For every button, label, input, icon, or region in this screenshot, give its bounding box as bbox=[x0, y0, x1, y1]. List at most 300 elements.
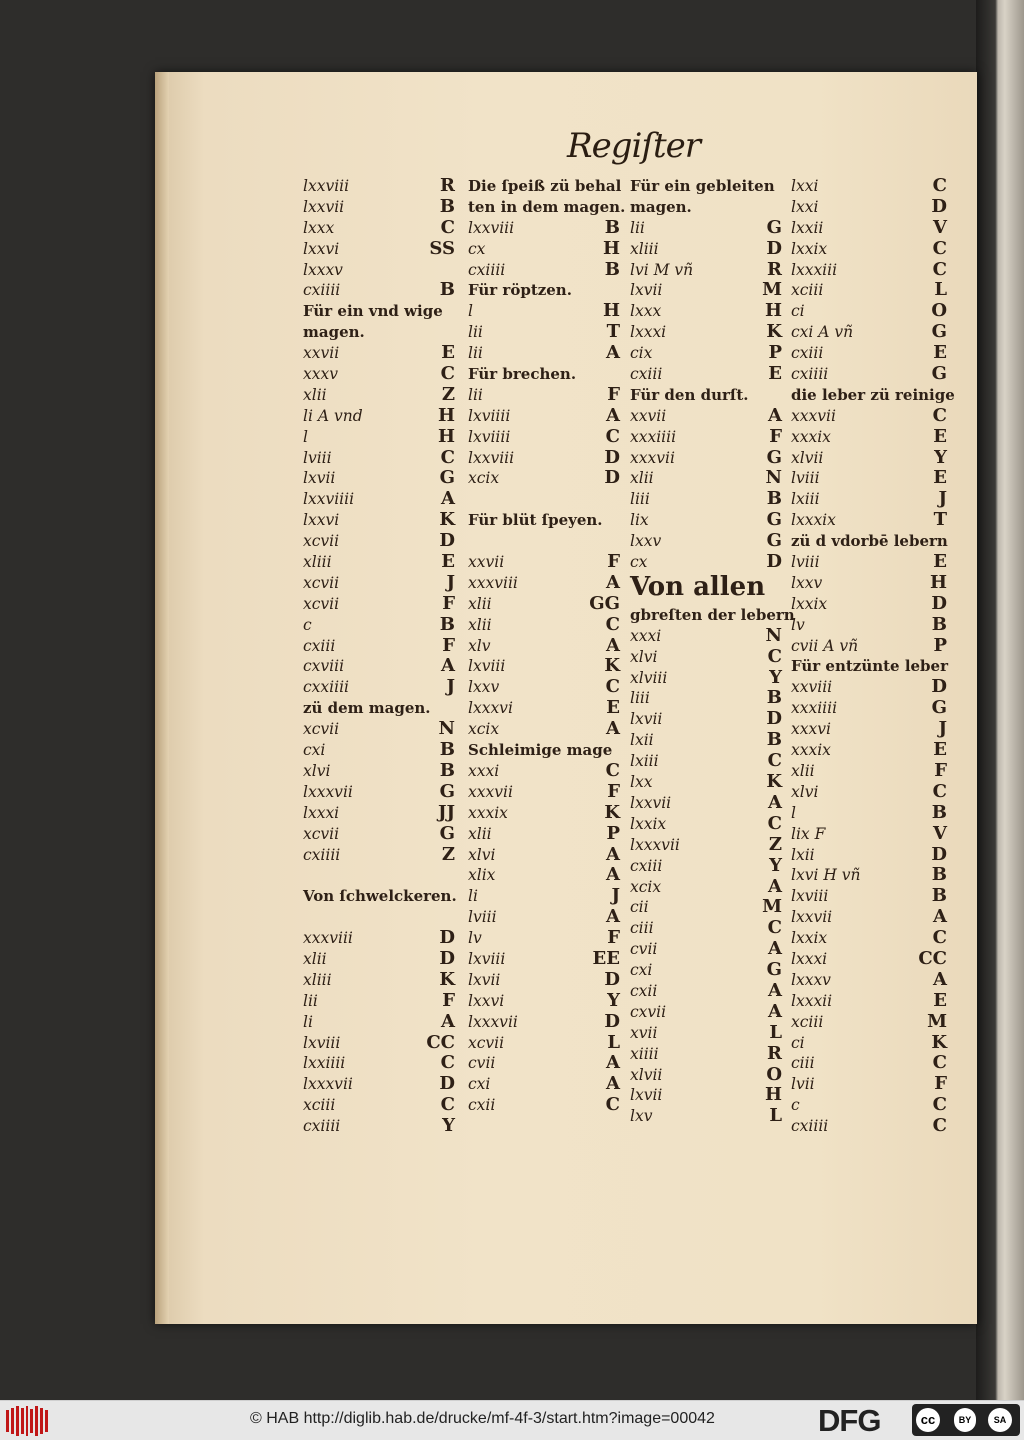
register-entry bbox=[468, 280, 620, 301]
entry-marker: T bbox=[606, 321, 620, 343]
entry-marker: C bbox=[932, 175, 947, 196]
entry-marker: B bbox=[439, 195, 455, 217]
register-entry bbox=[791, 928, 947, 949]
register-entry bbox=[468, 970, 620, 991]
entry-folio: lxxxi bbox=[630, 323, 667, 342]
entry-marker: G bbox=[931, 363, 947, 385]
register-entry bbox=[468, 1095, 620, 1116]
entry-folio: xxxviii bbox=[303, 929, 353, 948]
entry-marker: D bbox=[604, 467, 620, 489]
entry-folio: xvii bbox=[630, 1023, 658, 1042]
entry-marker: C bbox=[605, 676, 620, 698]
entry-folio: lii bbox=[468, 344, 483, 363]
entry-folio: xciii bbox=[303, 1096, 336, 1115]
register-entry bbox=[468, 322, 620, 343]
dfg-logo[interactable]: DFG bbox=[818, 1403, 881, 1438]
register-entry bbox=[630, 364, 782, 385]
page-heading: Regiſter bbox=[567, 126, 700, 166]
entry-folio: lxvii bbox=[630, 1086, 663, 1105]
register-column-1 bbox=[303, 176, 455, 1137]
register-entry bbox=[630, 730, 782, 751]
entry-folio: xlix bbox=[468, 866, 496, 885]
sa-icon: SA bbox=[988, 1408, 1012, 1432]
entry-folio: xciii bbox=[791, 1012, 824, 1031]
entry-folio: Für den durſt. bbox=[630, 385, 749, 404]
entry-folio: xliii bbox=[630, 239, 659, 258]
register-entry bbox=[468, 406, 620, 427]
entry-folio: Schleimige mage bbox=[468, 741, 613, 760]
entry-marker: M bbox=[762, 896, 782, 918]
entry-folio: cxiii bbox=[630, 856, 663, 875]
register-entry bbox=[630, 668, 782, 689]
register-entry bbox=[303, 1033, 455, 1054]
entry-marker: CC bbox=[918, 947, 947, 969]
entry-folio: xlii bbox=[468, 594, 492, 613]
register-entry bbox=[630, 981, 782, 1002]
entry-marker: E bbox=[933, 989, 947, 1011]
register-entry bbox=[791, 552, 947, 573]
register-entry bbox=[468, 594, 620, 615]
entry-folio: lxxviiii bbox=[303, 490, 355, 509]
entry-folio: xliii bbox=[303, 970, 332, 989]
entry-marker: B bbox=[766, 729, 782, 751]
register-entry bbox=[791, 594, 947, 615]
register-column-3 bbox=[630, 176, 795, 1127]
register-entry bbox=[630, 626, 782, 647]
register-entry bbox=[791, 1053, 947, 1074]
register-entry bbox=[303, 218, 455, 239]
register-entry bbox=[303, 364, 455, 385]
register-entry bbox=[303, 845, 455, 866]
entry-folio: cx bbox=[468, 239, 486, 258]
entry-folio: lxvii bbox=[468, 970, 501, 989]
entry-folio: xlii bbox=[630, 469, 654, 488]
entry-marker: J bbox=[611, 885, 620, 907]
register-entry bbox=[303, 1053, 455, 1074]
register-entry bbox=[303, 1012, 455, 1033]
entry-marker: EE bbox=[592, 947, 620, 969]
register-entry bbox=[468, 552, 620, 573]
entry-marker: O bbox=[766, 1063, 782, 1085]
entry-marker: G bbox=[931, 697, 947, 719]
entry-folio: lxv bbox=[630, 1107, 653, 1126]
entry-folio: c bbox=[303, 615, 312, 634]
entry-folio: lxxviii bbox=[468, 448, 515, 467]
entry-marker: R bbox=[767, 258, 782, 280]
entry-marker: F bbox=[442, 989, 455, 1011]
entry-marker: A bbox=[768, 938, 782, 960]
entry-folio: lxiii bbox=[630, 752, 659, 771]
register-entry bbox=[468, 510, 620, 531]
entry-marker: H bbox=[602, 237, 620, 259]
entry-marker: C bbox=[605, 759, 620, 781]
register-entry bbox=[303, 970, 455, 991]
entry-marker: R bbox=[767, 1042, 782, 1064]
entry-marker: F bbox=[607, 780, 620, 802]
entry-folio: xcix bbox=[630, 877, 662, 896]
adjacent-page-edge bbox=[976, 0, 1024, 1400]
hab-logo-icon[interactable] bbox=[6, 1406, 48, 1436]
register-entry bbox=[791, 280, 947, 301]
entry-folio: xxxix bbox=[791, 741, 831, 760]
register-entry bbox=[468, 531, 620, 552]
register-entry bbox=[791, 907, 947, 928]
entry-folio: cxiiii bbox=[791, 1117, 829, 1136]
entry-folio: lxxxi bbox=[303, 803, 340, 822]
register-entry bbox=[791, 239, 947, 260]
entry-folio: lxviiii bbox=[468, 406, 511, 425]
entry-marker: G bbox=[766, 530, 782, 552]
entry-folio: lxviiii bbox=[468, 427, 511, 446]
entry-folio: lix F bbox=[791, 824, 826, 843]
register-entry bbox=[303, 552, 455, 573]
entry-marker: C bbox=[440, 1094, 455, 1116]
entry-folio: xiiii bbox=[630, 1044, 659, 1063]
entry-marker: C bbox=[767, 645, 782, 667]
entry-folio: xxxvi bbox=[791, 720, 831, 739]
entry-marker: G bbox=[439, 467, 455, 489]
entry-marker: E bbox=[768, 363, 782, 385]
entry-folio: lii bbox=[303, 991, 318, 1010]
entry-folio: xlvii bbox=[630, 1065, 663, 1084]
entry-marker: F bbox=[607, 927, 620, 949]
register-entry bbox=[468, 824, 620, 845]
entry-folio: cxiii bbox=[791, 344, 824, 363]
entry-folio: lv bbox=[791, 615, 805, 634]
entry-marker: H bbox=[437, 404, 455, 426]
entry-folio: xxxv bbox=[303, 365, 338, 384]
entry-marker: Y bbox=[442, 1115, 455, 1137]
register-entry bbox=[630, 301, 782, 322]
entry-folio: cxi A vñ bbox=[791, 323, 854, 342]
entry-folio: lxvii bbox=[630, 281, 663, 300]
entry-marker: B bbox=[766, 488, 782, 510]
entry-marker: P bbox=[606, 822, 620, 844]
entry-marker: B bbox=[439, 759, 455, 781]
entry-folio: xxvii bbox=[630, 406, 667, 425]
register-entry bbox=[303, 385, 455, 406]
entry-marker: H bbox=[437, 425, 455, 447]
entry-marker: A bbox=[441, 1010, 455, 1032]
register-entry bbox=[791, 1095, 947, 1116]
entry-folio: lxxxix bbox=[791, 511, 836, 530]
register-entry bbox=[791, 970, 947, 991]
entry-folio: lxxvii bbox=[303, 197, 345, 216]
entry-marker: K bbox=[604, 655, 620, 677]
entry-marker: D bbox=[439, 927, 455, 949]
entry-folio: cxii bbox=[468, 1096, 496, 1115]
register-entry bbox=[468, 385, 620, 406]
entry-marker: G bbox=[439, 822, 455, 844]
entry-folio: cxiiii bbox=[468, 260, 506, 279]
entry-marker: F bbox=[769, 425, 782, 447]
register-entry bbox=[468, 489, 620, 510]
register-entry bbox=[468, 301, 620, 322]
entry-marker: Z bbox=[441, 383, 455, 405]
entry-marker: M bbox=[927, 1010, 947, 1032]
register-entry bbox=[468, 949, 620, 970]
register-entry bbox=[791, 385, 955, 406]
register-entry bbox=[630, 1085, 782, 1106]
entry-folio: cii bbox=[630, 898, 649, 917]
entry-marker: D bbox=[604, 1010, 620, 1032]
entry-marker: G bbox=[766, 509, 782, 531]
register-entry bbox=[630, 239, 782, 260]
entry-marker: D bbox=[931, 676, 947, 698]
register-column-4 bbox=[791, 175, 955, 1137]
register-entry bbox=[303, 991, 455, 1012]
entry-marker: F bbox=[934, 759, 947, 781]
entry-folio: lxxv bbox=[468, 678, 500, 697]
entry-marker: A bbox=[933, 968, 947, 990]
entry-folio: lxxviii bbox=[303, 177, 350, 195]
register-entry bbox=[630, 772, 782, 793]
register-entry bbox=[468, 1053, 620, 1074]
register-column-2 bbox=[468, 176, 626, 1116]
entry-folio: xxxvii bbox=[468, 782, 513, 801]
entry-folio: Von allen bbox=[630, 571, 766, 602]
entry-marker: N bbox=[438, 718, 455, 740]
entry-folio: xcvii bbox=[468, 1033, 505, 1052]
register-entry bbox=[791, 406, 947, 427]
entry-marker: B bbox=[439, 279, 455, 301]
entry-folio: cxiiii bbox=[791, 365, 829, 384]
entry-folio: lii bbox=[630, 218, 645, 237]
entry-folio: lxxii bbox=[791, 218, 824, 237]
entry-marker: J bbox=[938, 488, 947, 510]
entry-marker: J bbox=[938, 718, 947, 740]
entry-folio: lxxxv bbox=[791, 970, 831, 989]
entry-marker: D bbox=[931, 843, 947, 865]
register-entry bbox=[468, 197, 626, 218]
entry-folio: cvii A vñ bbox=[791, 636, 859, 655]
entry-marker: D bbox=[766, 237, 782, 259]
register-entry bbox=[303, 615, 455, 636]
entry-folio: xcix bbox=[468, 720, 500, 739]
register-entry bbox=[630, 897, 782, 918]
entry-folio: cxiiii bbox=[303, 845, 341, 864]
register-entry bbox=[630, 1106, 782, 1127]
entry-folio: xlvi bbox=[791, 782, 819, 801]
register-entry bbox=[630, 322, 782, 343]
entry-marker: C bbox=[440, 363, 455, 385]
register-entry bbox=[630, 709, 782, 730]
copyright-link[interactable]: © HAB http://diglib.hab.de/drucke/mf-4f-3/start.htm?image=00042 bbox=[250, 1410, 715, 1427]
register-entry bbox=[303, 740, 455, 761]
register-entry bbox=[303, 176, 455, 197]
entry-marker: E bbox=[933, 739, 947, 761]
entry-marker: C bbox=[440, 446, 455, 468]
entry-marker: D bbox=[439, 530, 455, 552]
entry-folio: lxxxvii bbox=[303, 782, 353, 801]
entry-folio: xlviii bbox=[630, 668, 668, 687]
entry-folio: lxxxi bbox=[791, 949, 828, 968]
entry-folio: xxxviii bbox=[468, 573, 518, 592]
register-entry bbox=[303, 719, 455, 740]
entry-marker: F bbox=[607, 383, 620, 405]
entry-marker: C bbox=[932, 1094, 947, 1116]
entry-folio: Für ein gebleiten bbox=[630, 177, 775, 195]
register-entry bbox=[791, 803, 947, 824]
register-entry bbox=[468, 782, 620, 803]
entry-folio: xxxi bbox=[468, 761, 500, 780]
entry-folio: lxviii bbox=[468, 949, 506, 968]
entry-folio: lxxiiii bbox=[303, 1054, 346, 1073]
entry-folio: xlii bbox=[303, 949, 327, 968]
entry-folio: ciii bbox=[630, 919, 654, 938]
entry-marker: A bbox=[606, 1052, 620, 1074]
entry-folio: xxxiiii bbox=[791, 699, 838, 718]
entry-marker: A bbox=[768, 404, 782, 426]
entry-folio: lv bbox=[468, 929, 482, 948]
entry-folio: xxxi bbox=[630, 626, 662, 645]
register-entry bbox=[791, 448, 947, 469]
entry-folio: magen. bbox=[630, 197, 692, 216]
entry-folio: lxxix bbox=[630, 814, 667, 833]
entry-folio: lxviii bbox=[791, 887, 829, 906]
register-entry bbox=[468, 448, 620, 469]
entry-marker: G bbox=[931, 321, 947, 343]
entry-marker: A bbox=[606, 906, 620, 928]
entry-folio: lxxxvii bbox=[303, 1075, 353, 1094]
entry-marker: D bbox=[931, 195, 947, 217]
entry-folio: xlvi bbox=[630, 647, 658, 666]
entry-folio: Die ſpeiß zü behal bbox=[468, 177, 622, 195]
register-entry bbox=[630, 688, 782, 709]
entry-folio: cxiiii bbox=[303, 1117, 341, 1136]
entry-folio: cxiiii bbox=[303, 281, 341, 300]
register-entry bbox=[791, 845, 947, 866]
entry-marker: K bbox=[604, 801, 620, 823]
entry-marker: D bbox=[439, 1073, 455, 1095]
entry-folio: xcvii bbox=[303, 824, 340, 843]
entry-folio: lxvi H vñ bbox=[791, 866, 861, 885]
entry-marker: V bbox=[933, 216, 947, 238]
register-entry bbox=[303, 761, 455, 782]
register-entry bbox=[303, 260, 455, 281]
entry-folio: cxxiiii bbox=[303, 678, 349, 697]
register-entry bbox=[303, 239, 455, 260]
entry-folio: lii bbox=[468, 323, 483, 342]
register-entry bbox=[303, 406, 455, 427]
register-entry bbox=[468, 343, 620, 364]
register-entry bbox=[630, 280, 782, 301]
register-entry bbox=[791, 949, 947, 970]
register-entry bbox=[303, 489, 455, 510]
entry-folio: xcvii bbox=[303, 594, 340, 613]
entry-folio: xxxiiii bbox=[630, 427, 677, 446]
entry-marker: A bbox=[606, 843, 620, 865]
register-entry bbox=[791, 1116, 947, 1137]
register-entry bbox=[468, 698, 620, 719]
register-entry bbox=[791, 656, 947, 677]
register-entry bbox=[630, 489, 782, 510]
register-entry bbox=[791, 615, 947, 636]
entry-folio: l bbox=[791, 803, 796, 822]
entry-marker: A bbox=[441, 655, 455, 677]
entry-marker: D bbox=[604, 446, 620, 468]
register-entry bbox=[791, 824, 947, 845]
entry-folio: xlvi bbox=[468, 845, 496, 864]
entry-folio: lxxvi bbox=[303, 239, 340, 258]
entry-marker: D bbox=[604, 968, 620, 990]
entry-marker: D bbox=[766, 708, 782, 730]
entry-folio: lxii bbox=[630, 731, 654, 750]
register-entry bbox=[630, 605, 795, 626]
entry-marker: L bbox=[607, 1031, 620, 1053]
register-entry bbox=[791, 468, 947, 489]
register-entry bbox=[303, 573, 455, 594]
register-entry bbox=[468, 656, 620, 677]
entry-marker: G bbox=[766, 216, 782, 238]
register-entry bbox=[791, 322, 947, 343]
register-entry bbox=[468, 761, 620, 782]
entry-marker: C bbox=[932, 237, 947, 259]
entry-folio: xlii bbox=[468, 824, 492, 843]
entry-marker: B bbox=[439, 739, 455, 761]
entry-marker: B bbox=[931, 864, 947, 886]
register-entry bbox=[303, 594, 455, 615]
entry-marker: Z bbox=[768, 833, 782, 855]
entry-folio: xlvi bbox=[303, 761, 331, 780]
entry-folio: xcix bbox=[468, 469, 500, 488]
register-entry bbox=[468, 865, 620, 886]
entry-folio: xcvii bbox=[303, 573, 340, 592]
register-entry bbox=[630, 385, 782, 406]
entry-folio: lxxxvi bbox=[468, 699, 513, 718]
entry-marker: A bbox=[606, 571, 620, 593]
entry-marker: C bbox=[932, 927, 947, 949]
register-entry bbox=[630, 427, 782, 448]
entry-folio: li bbox=[468, 887, 478, 906]
entry-marker: O bbox=[931, 300, 947, 322]
register-entry bbox=[303, 448, 455, 469]
entry-marker: E bbox=[933, 425, 947, 447]
entry-folio: xxxix bbox=[791, 427, 831, 446]
entry-folio: lxxxv bbox=[303, 260, 343, 279]
entry-marker: B bbox=[439, 613, 455, 635]
register-entry bbox=[468, 573, 620, 594]
entry-folio: cxviii bbox=[303, 657, 345, 676]
entry-folio: lix bbox=[630, 511, 649, 530]
register-entry bbox=[303, 1116, 455, 1137]
entry-marker: E bbox=[933, 467, 947, 489]
entry-marker: A bbox=[768, 979, 782, 1001]
entry-marker: B bbox=[931, 801, 947, 823]
register-entry bbox=[303, 865, 455, 886]
entry-marker: C bbox=[932, 258, 947, 280]
entry-folio: xcvii bbox=[303, 720, 340, 739]
register-entry bbox=[468, 364, 620, 385]
register-entry bbox=[630, 918, 782, 939]
entry-marker: B bbox=[604, 258, 620, 280]
entry-marker: K bbox=[931, 1031, 947, 1053]
entry-marker: J bbox=[446, 571, 455, 593]
entry-marker: A bbox=[606, 634, 620, 656]
register-entry bbox=[630, 814, 782, 835]
cc-license-badge[interactable] bbox=[912, 1404, 1020, 1436]
entry-folio: ci bbox=[791, 1033, 805, 1052]
by-icon: BY bbox=[954, 1408, 976, 1432]
entry-folio: Für brechen. bbox=[468, 365, 577, 384]
register-entry bbox=[791, 260, 947, 281]
entry-folio: lxxix bbox=[791, 929, 828, 948]
register-entry bbox=[468, 907, 620, 928]
entry-marker: A bbox=[606, 1073, 620, 1095]
register-entry bbox=[791, 427, 947, 448]
register-entry bbox=[468, 719, 620, 740]
register-entry bbox=[303, 656, 455, 677]
